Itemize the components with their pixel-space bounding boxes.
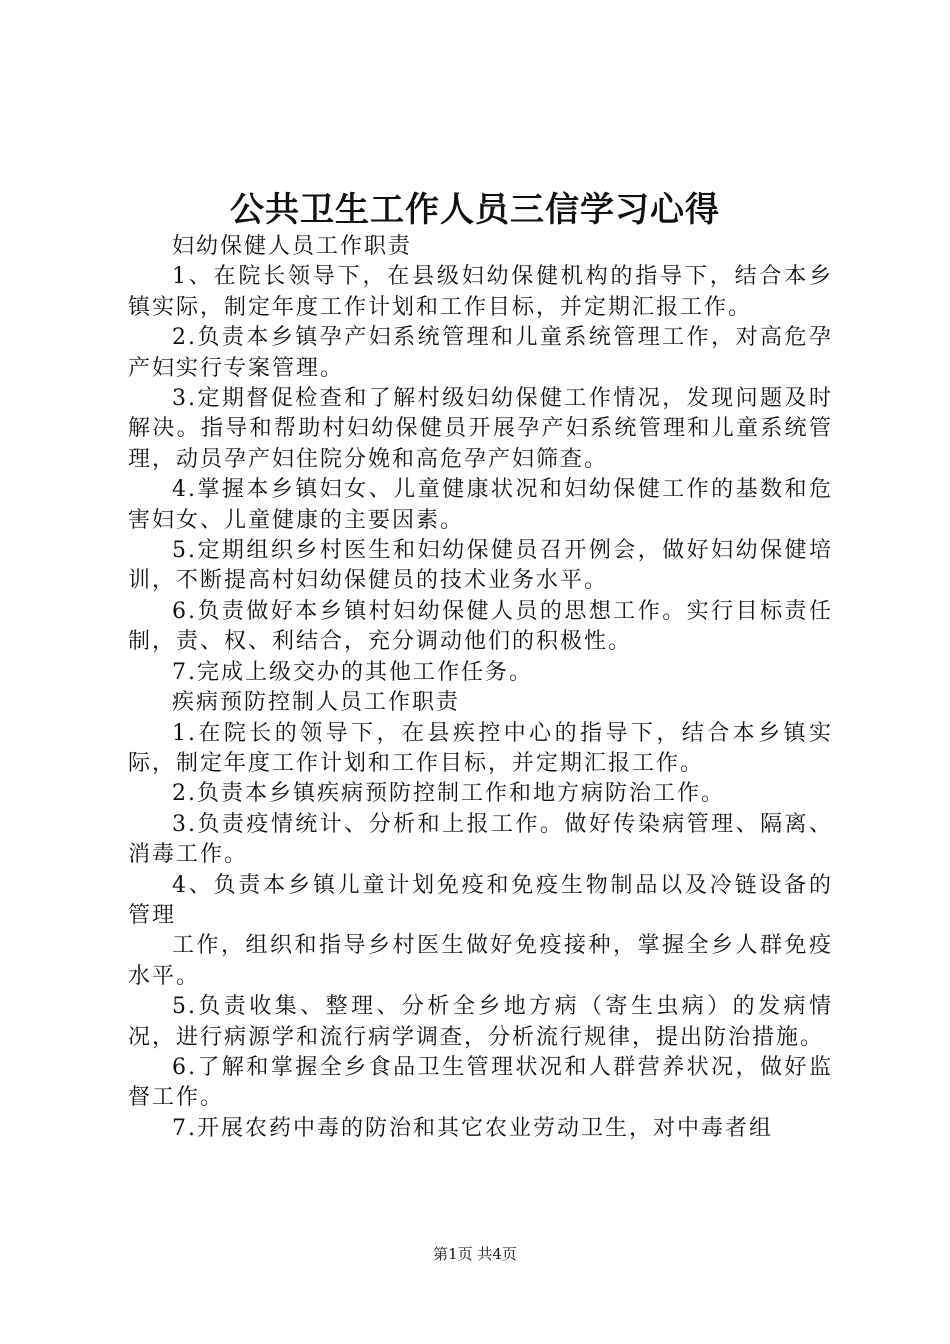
paragraph: 3.定期督促检查和了解村级妇幼保健工作情况，发现问题及时解决。指导和帮助村妇幼保健员开展孕产妇系统管理和儿童系统管理，动员孕产妇住院分娩和高危孕产妇筛查。 [128, 386, 833, 472]
section-heading: 疾病预防控制人员工作职责 [172, 690, 461, 716]
paragraph: 2.负责本乡镇疾病预防控制工作和地方病防治工作。 [172, 781, 725, 807]
paragraph: 1.在院长的领导下，在县疾控中心的指导下，结合本乡镇实际，制定年度工作计划和工作目标，并定期汇报工作。 [128, 720, 833, 776]
paragraph: 1、在院长领导下，在县级妇幼保健机构的指导下，结合本乡镇实际，制定年度工作计划和工作目标，并定期汇报工作。 [128, 264, 833, 320]
paragraph: 5.负责收集、整理、分析全乡地方病（寄生虫病）的发病情况，进行病源学和流行病学调查，分析流行规律，提出防治措施。 [128, 994, 833, 1050]
paragraph: 4、负责本乡镇儿童计划免疫和免疫生物制品以及冷链设备的管理 [128, 872, 833, 928]
paragraph: 4.掌握本乡镇妇女、儿童健康状况和妇幼保健工作的基数和危害妇女、儿童健康的主要因素。 [128, 477, 833, 533]
document-body [128, 232, 833, 1144]
paragraph: 7.完成上级交办的其他工作任务。 [172, 659, 533, 685]
page-footer: 第1页 共4页 [433, 1245, 517, 1263]
paragraph: 2.负责本乡镇孕产妇系统管理和儿童系统管理工作，对高危孕产妇实行专案管理。 [128, 325, 833, 381]
paragraph: 6.了解和掌握全乡食品卫生管理状况和人群营养状况，做好监督工作。 [128, 1054, 833, 1111]
paragraph: 工作，组织和指导乡村医生做好免疫接种，掌握全乡人群免疫水平。 [128, 933, 833, 989]
paragraph: 7.开展农药中毒的防治和其它农业劳动卫生，对中毒者组 [172, 1115, 773, 1141]
paragraph: 6.负责做好本乡镇村妇幼保健人员的思想工作。实行目标责任制，责、权、利结合，充分调动他们的积极性。 [128, 598, 833, 655]
section-heading: 妇幼保健人员工作职责 [172, 234, 413, 259]
paragraph: 5.定期组织乡村医生和妇幼保健员召开例会，做好妇幼保健培训，不断提高村妇幼保健员的技术业务水平。 [128, 538, 833, 594]
document-title: 公共卫生工作人员三信学习心得 [230, 190, 720, 230]
paragraph: 3.负责疫情统计、分析和上报工作。做好传染病管理、隔离、消毒工作。 [128, 811, 833, 868]
